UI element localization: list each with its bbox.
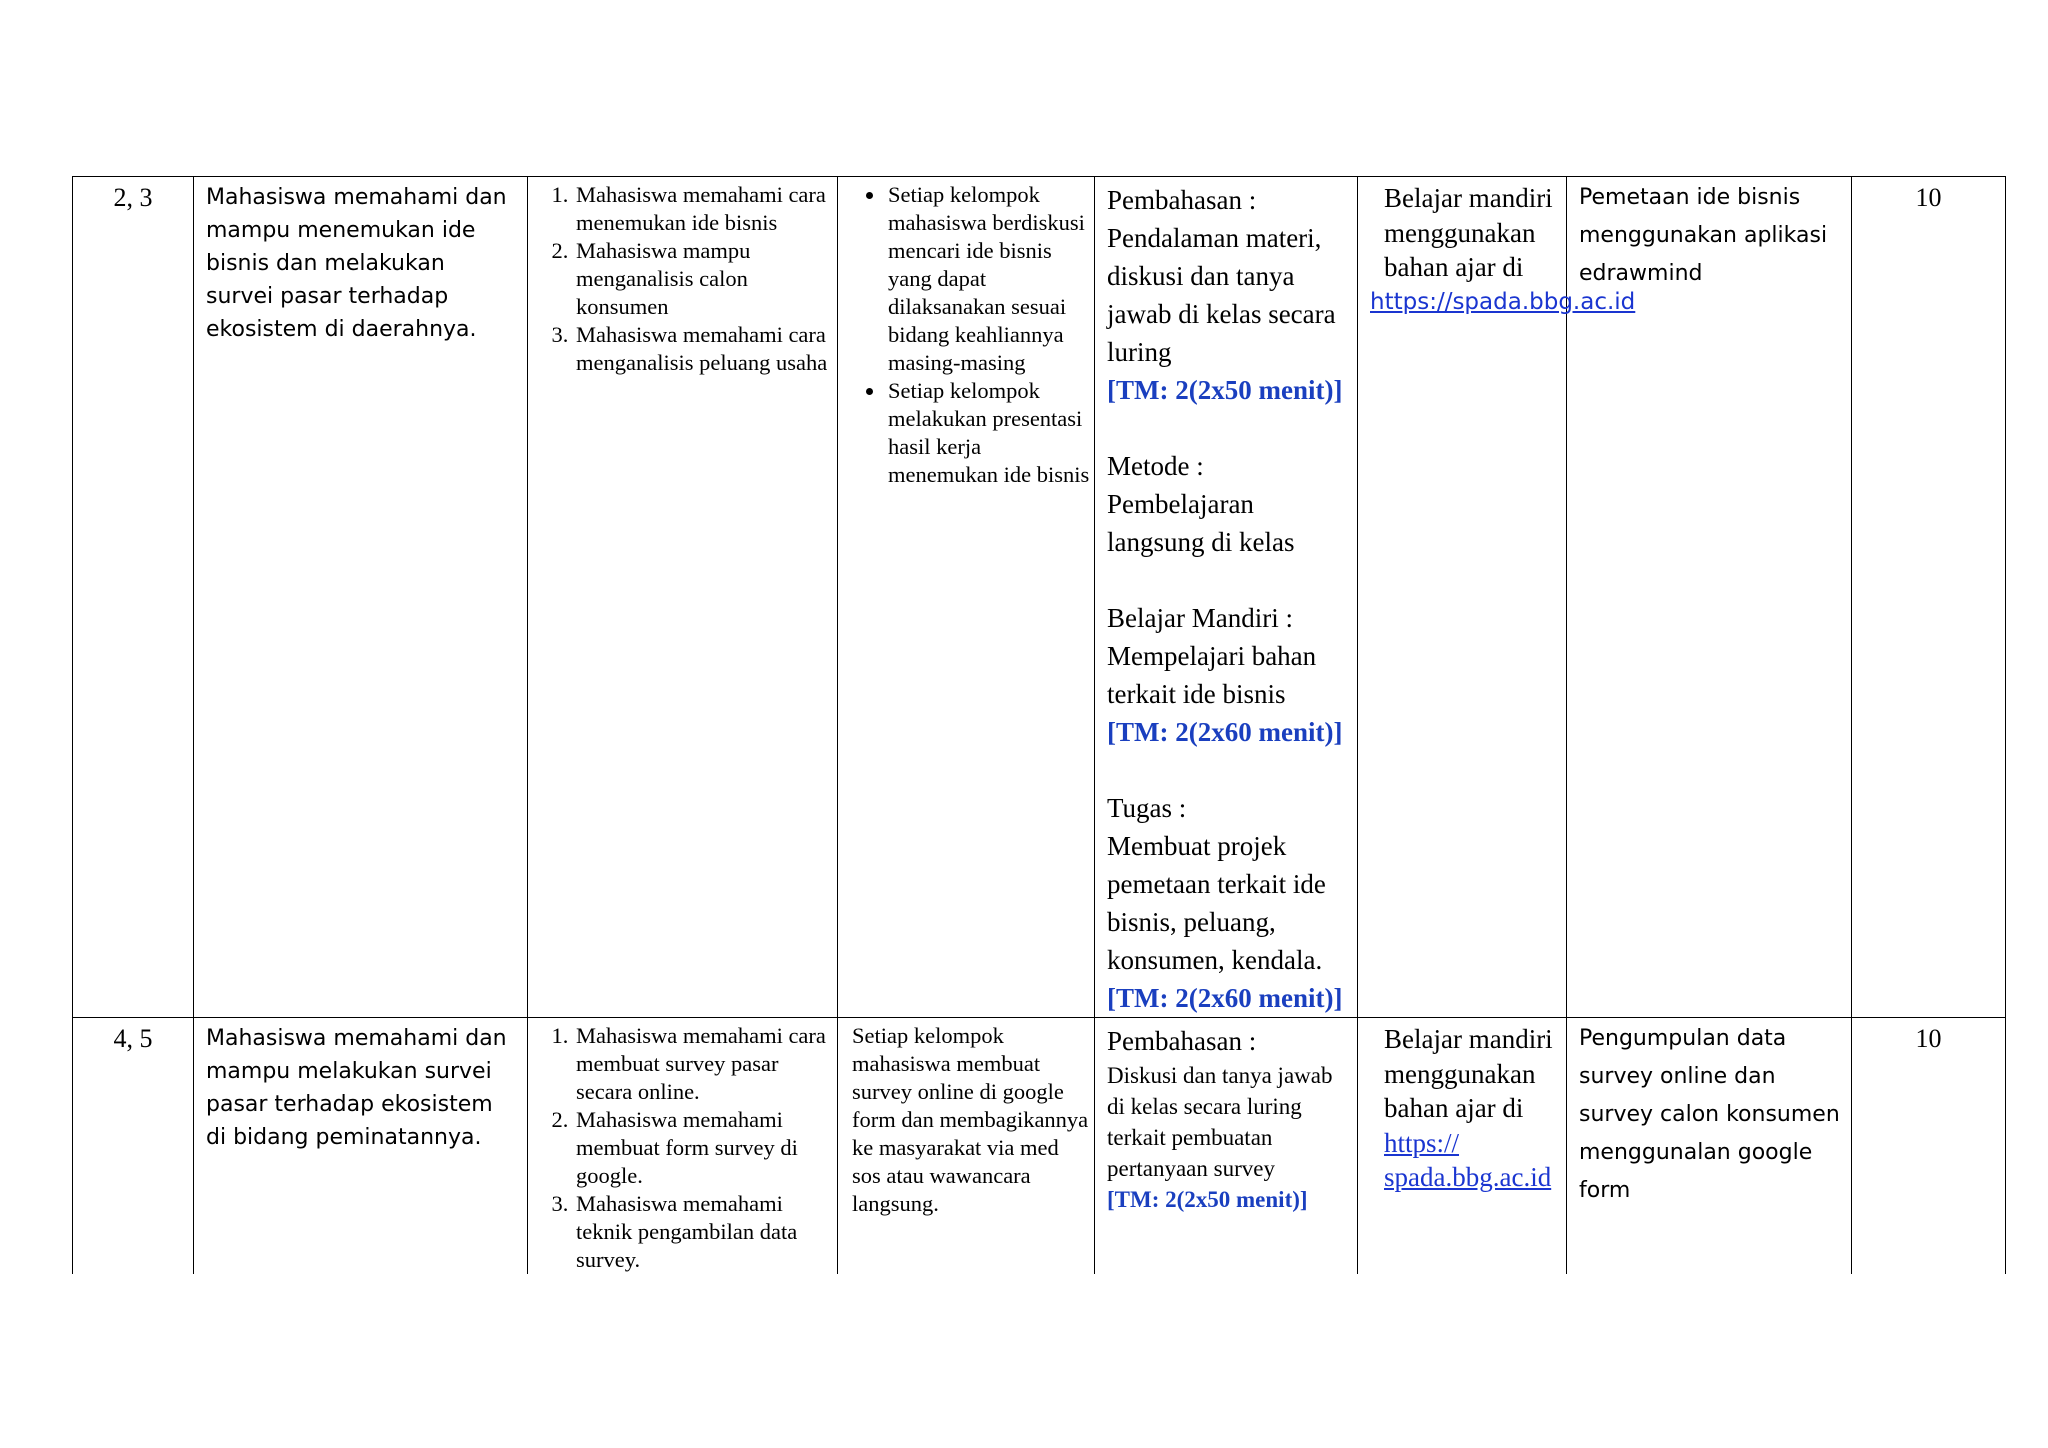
- score-cell: 10: [1852, 1018, 2006, 1275]
- indicator-list: [528, 1018, 837, 1274]
- table-row: [73, 1018, 2006, 1275]
- resource-text: Belajar mandiri menggunakan bahan ajar di: [1384, 1024, 1553, 1123]
- list-item: 1. Mahasiswa memahami cara menemukan ide bisnis: [574, 181, 833, 237]
- time-allocation: [TM: 2(2x60 menit)]: [1107, 717, 1343, 747]
- resource-text: Belajar mandiri menggunakan bahan ajar di: [1384, 183, 1553, 282]
- indicator-cell: [528, 1018, 838, 1275]
- activity-list: [838, 177, 1094, 489]
- tugas-text: Membuat projek pemetaan terkait ide bisnis, peluang, konsumen, kendala.: [1107, 831, 1326, 975]
- mandiri-label: Belajar Mandiri :: [1107, 603, 1293, 633]
- spada-link[interactable]: https:// spada.bbg.ac.id: [1384, 1127, 1552, 1192]
- indicator-cell: [528, 177, 838, 1018]
- pembahasan-label: Pembahasan :: [1107, 1026, 1257, 1056]
- score-cell: 10: [1852, 177, 2006, 1018]
- sub-cpmk-cell: Mahasiswa memahami dan mampu menemukan ide bisnis dan melakukan survei pasar terhadap ekosistem di daerahnya.: [194, 177, 528, 1018]
- week-cell: 2, 3: [73, 177, 194, 1018]
- time-allocation: [TM: 2(2x60 menit)]: [1107, 983, 1343, 1013]
- tugas-label: Tugas :: [1107, 793, 1187, 823]
- list-item: 3. Mahasiswa memahami cara menganalisis peluang usaha: [574, 321, 833, 377]
- spacer: [1107, 751, 1355, 789]
- list-item: 2. Mahasiswa mampu menganalisis calon konsumen: [574, 237, 833, 321]
- indicator-list: [528, 177, 837, 377]
- spacer: [1107, 409, 1355, 447]
- time-allocation: [TM: 2(2x50 menit)]: [1107, 375, 1343, 405]
- sub-cpmk-cell: Mahasiswa memahami dan mampu melakukan survei pasar terhadap ekosistem di bidang peminatannya.: [194, 1018, 528, 1275]
- list-item: • Setiap kelompok mahasiswa berdiskusi mencari ide bisnis yang dapat dilaksanakan sesuai bidang keahliannya masing-masing: [886, 181, 1090, 377]
- resource-cell: [1358, 177, 1636, 1018]
- table-row: [73, 177, 2006, 1018]
- spada-link[interactable]: https://spada.bbg.ac.id: [1370, 288, 1636, 315]
- rps-table: [72, 176, 2006, 1274]
- spacer: [1107, 561, 1355, 599]
- metode-label: Metode :: [1107, 451, 1204, 481]
- criteria-cell: Pemetaan ide bisnis menggunakan aplikasi edrawmind: [1567, 177, 1852, 1018]
- activity-cell: Setiap kelompok mahasiswa membuat survey online di google form dan membagikannya ke masyarakat via med sos atau wawancara langsung.: [838, 1018, 1095, 1275]
- time-allocation: [TM: 2(2x50 menit)]: [1107, 1187, 1308, 1212]
- list-item: 3. Mahasiswa memahami teknik pengambilan data survey.: [574, 1190, 833, 1274]
- list-item: 1. Mahasiswa memahami cara membuat survey pasar secara online.: [574, 1022, 833, 1106]
- mandiri-text: Mempelajari bahan terkait ide bisnis: [1107, 641, 1317, 709]
- activity-cell: [838, 177, 1095, 1018]
- list-item: 2. Mahasiswa memahami membuat form survey di google.: [574, 1106, 833, 1190]
- list-item: • Setiap kelompok melakukan presentasi hasil kerja menemukan ide bisnis: [886, 377, 1090, 489]
- method-cell: [1095, 1018, 1358, 1275]
- week-cell: 4, 5: [73, 1018, 194, 1275]
- pembahasan-label: Pembahasan :: [1107, 185, 1257, 215]
- method-cell: [1095, 177, 1358, 1018]
- resource-cell: [1358, 1018, 1567, 1275]
- metode-text: Pembelajaran langsung di kelas: [1107, 489, 1295, 557]
- pembahasan-text: Pendalaman materi, diskusi dan tanya jawab di kelas secara luring: [1107, 223, 1336, 367]
- pembahasan-text: Diskusi dan tanya jawab di kelas secara luring terkait pembuatan pertanyaan survey: [1107, 1063, 1333, 1181]
- criteria-cell: Pengumpulan data survey online dan survey calon konsumen menggunalan google form: [1567, 1018, 1852, 1275]
